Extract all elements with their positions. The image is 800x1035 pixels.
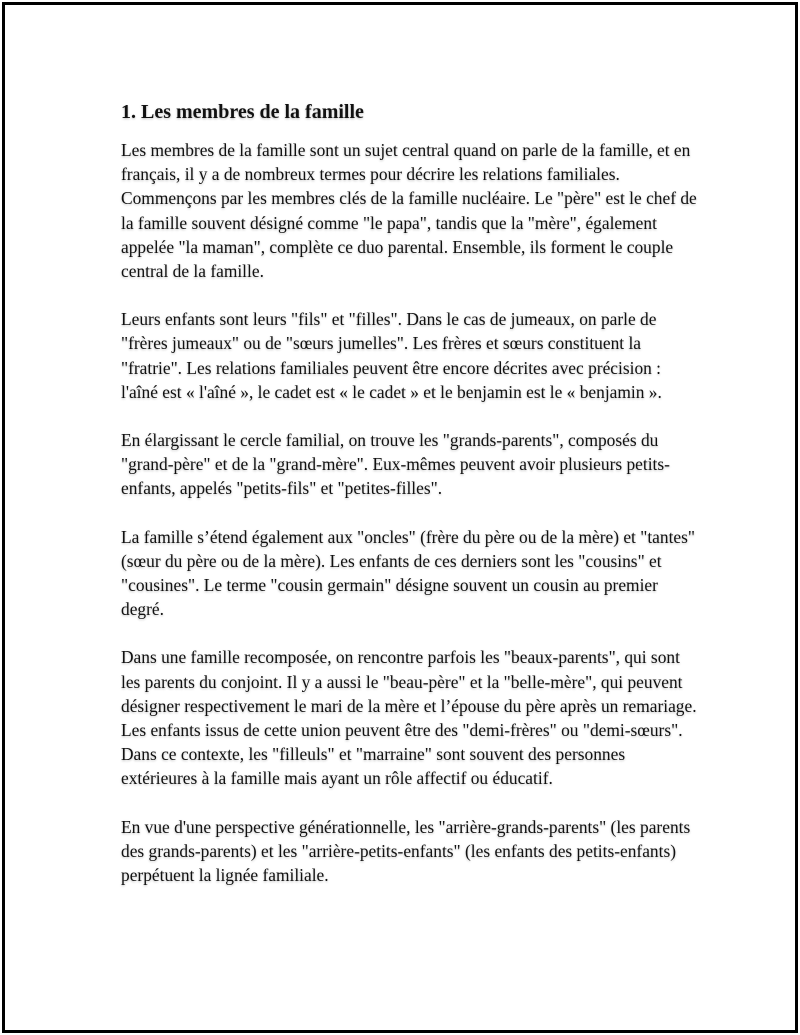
section-title: 1. Les membres de la famille: [121, 101, 364, 123]
paragraph-grandparents: En élargissant le cercle familial, on trouve les "grands-parents", composés du "grand-père" et de la "grand-mère". Eux-mêmes peuvent avoir plusieurs petits-enfants, appelés "petits-fils" et "petites-filles".: [121, 430, 670, 499]
paragraph-core-family: Les membres de la famille sont un sujet central quand on parle de la famille, et en français, il y a de nombreux termes pour décrire les relations familiales. Commençons par les membres clés de la famille nucléaire. Le "père" est le chef de la famille souvent désigné comme "le papa", tandis que la "mère", également appelée "la maman", complète ce duo parental. Ensemble, ils forment le couple central de la famille.: [121, 140, 697, 282]
page-frame: [2, 2, 798, 1033]
document-body: [121, 98, 701, 911]
paragraph-generations: En vue d'une perspective générationnelle, les "arrière-grands-parents" (les parents des grands-parents) et les "arrière-petits-enfants" (les enfants des petits-enfants) perpétuent la lignée familiale.: [121, 816, 691, 886]
paragraph-blended-family: Dans une famille recomposée, on rencontre parfois les "beaux-parents", qui sont les parents du conjoint. Il y a aussi le "beau-père" et la "belle-mère", qui peuvent désigner respectivement le mari de la mère et l’épouse du père après un remariage. Les enfants issus de cette union peuvent être des "demi-frères" ou "demi-sœurs". Dans ce contexte, les "filleuls" et "marraine" sont souvent des personnes extérieures à la famille mais ayant un rôle affectif ou éducatif.: [121, 647, 697, 789]
paragraph-uncles-aunts-cousins: La famille s’étend également aux "oncles" (frère du père ou de la mère) et "tantes" (sœur du père ou de la mère). Les enfants de ces derniers sont les "cousins" et "cousines". Le terme "cousin germain" désigne souvent un cousin au premier degré.: [121, 526, 696, 620]
paragraph-children-siblings: Leurs enfants sont leurs "fils" et "filles". Dans le cas de jumeaux, on parle de "frères jumeaux" ou de "sœurs jumelles". Les frères et sœurs constituent la "fratrie". Les relations familiales peuvent être encore décrites avec précision : l'aîné est « l'aîné », le cadet est « le cadet » et le benjamin est le « benjamin ».: [121, 309, 662, 402]
